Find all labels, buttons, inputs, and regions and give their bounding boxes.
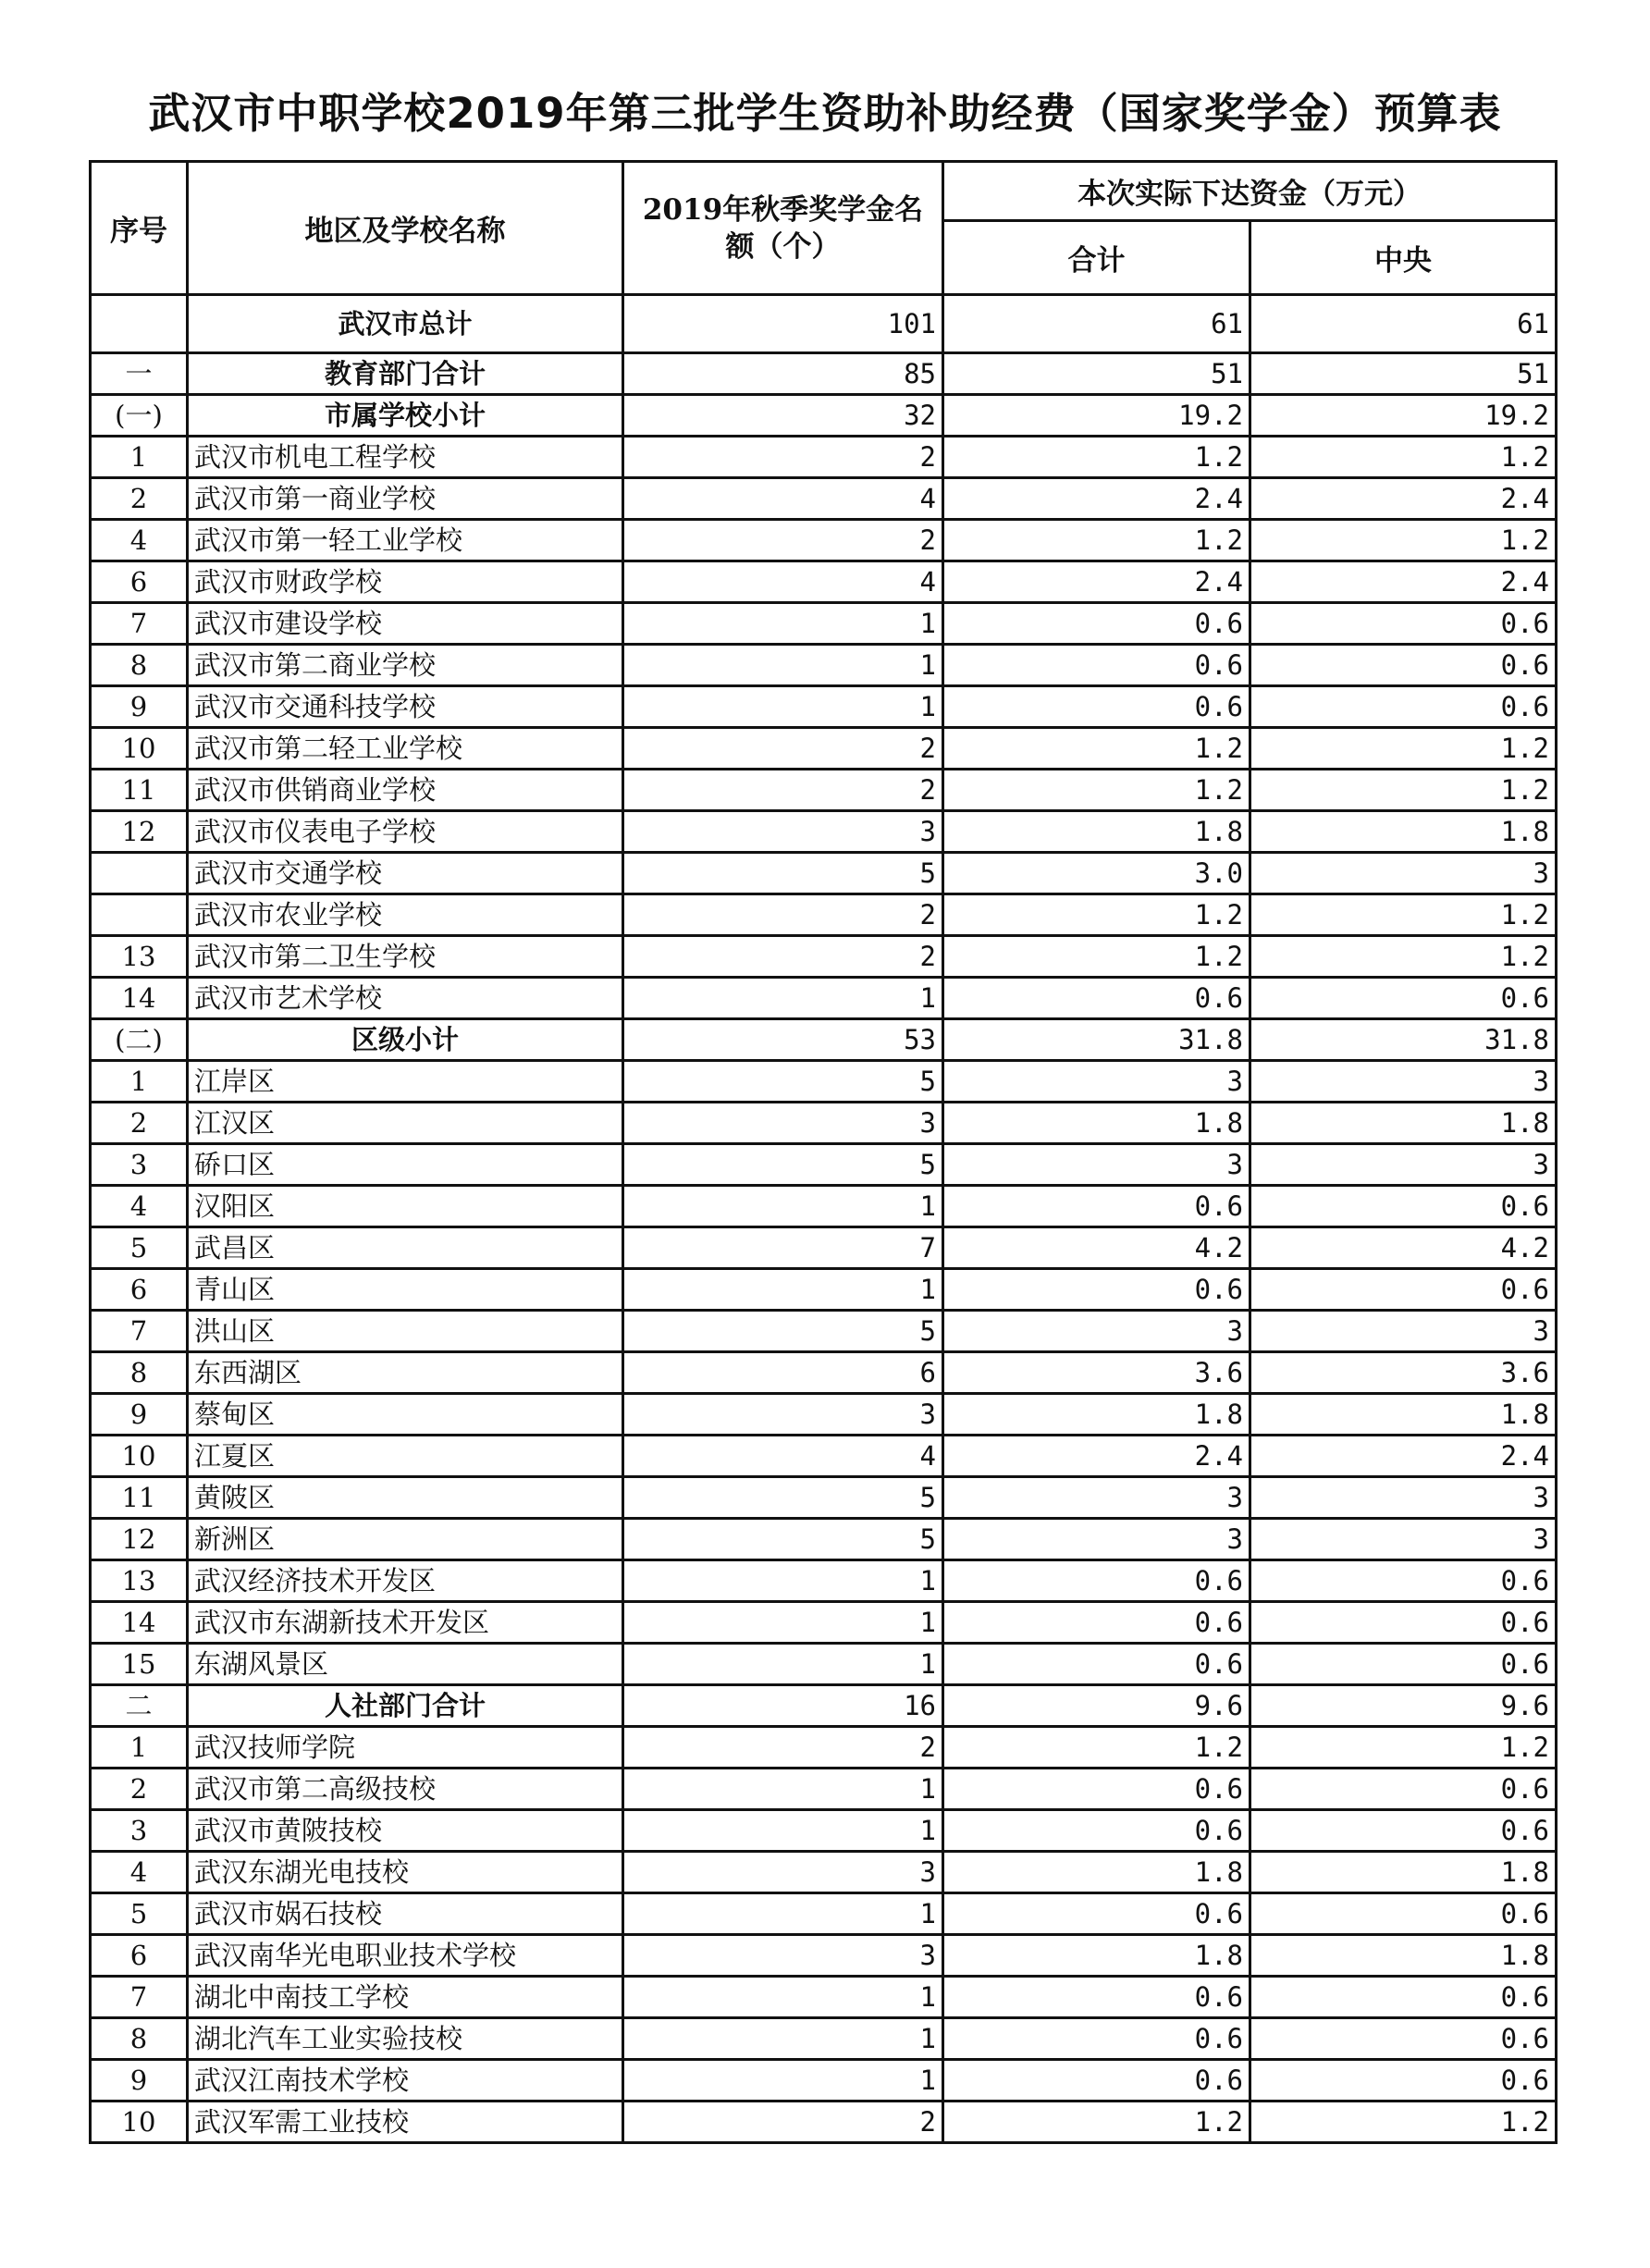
row-quota: 4 bbox=[623, 561, 943, 603]
row-seq: 一 bbox=[91, 353, 188, 395]
row-name: 武汉江南技术学校 bbox=[188, 2060, 623, 2102]
row-central: 0.6 bbox=[1250, 1977, 1557, 2018]
row-central: 1.2 bbox=[1250, 936, 1557, 978]
row-quota: 1 bbox=[623, 1977, 943, 2018]
row-quota: 3 bbox=[623, 811, 943, 853]
row-seq bbox=[91, 853, 188, 894]
row-total: 3.0 bbox=[943, 853, 1250, 894]
header-total: 合计 bbox=[943, 221, 1250, 295]
row-quota: 5 bbox=[623, 1311, 943, 1352]
row-quota: 7 bbox=[623, 1227, 943, 1269]
row-seq bbox=[91, 295, 188, 353]
row-quota: 1 bbox=[623, 1560, 943, 1602]
row-name: 新洲区 bbox=[188, 1519, 623, 1560]
row-total: 0.6 bbox=[943, 2060, 1250, 2102]
row-quota: 1 bbox=[623, 1893, 943, 1935]
row-total: 1.8 bbox=[943, 1103, 1250, 1144]
row-central: 1.8 bbox=[1250, 1852, 1557, 1893]
row-name: 武汉市财政学校 bbox=[188, 561, 623, 603]
table-row bbox=[91, 853, 1557, 894]
row-seq: 6 bbox=[91, 1269, 188, 1311]
row-total: 1.2 bbox=[943, 894, 1250, 936]
row-total: 0.6 bbox=[943, 1893, 1250, 1935]
row-quota: 2 bbox=[623, 437, 943, 478]
row-central: 1.8 bbox=[1250, 1394, 1557, 1436]
row-quota: 1 bbox=[623, 1769, 943, 1810]
row-total: 0.6 bbox=[943, 645, 1250, 686]
row-seq: 6 bbox=[91, 561, 188, 603]
row-name: 江岸区 bbox=[188, 1061, 623, 1103]
row-seq bbox=[91, 894, 188, 936]
row-seq: 15 bbox=[91, 1644, 188, 1685]
table-row bbox=[91, 1227, 1557, 1269]
table-row bbox=[91, 395, 1557, 437]
row-quota: 1 bbox=[623, 603, 943, 645]
row-central: 1.2 bbox=[1250, 728, 1557, 770]
table-row bbox=[91, 1810, 1557, 1852]
row-total: 1.2 bbox=[943, 728, 1250, 770]
row-total: 0.6 bbox=[943, 1186, 1250, 1227]
row-quota: 4 bbox=[623, 1436, 943, 1477]
row-seq: 12 bbox=[91, 1519, 188, 1560]
row-central: 1.8 bbox=[1250, 811, 1557, 853]
row-total: 0.6 bbox=[943, 1769, 1250, 1810]
row-quota: 5 bbox=[623, 1477, 943, 1519]
row-central: 0.6 bbox=[1250, 1644, 1557, 1685]
row-central: 51 bbox=[1250, 353, 1557, 395]
row-seq: 3 bbox=[91, 1810, 188, 1852]
row-name: 武汉军需工业技校 bbox=[188, 2102, 623, 2143]
table-row bbox=[91, 978, 1557, 1019]
row-name: 江汉区 bbox=[188, 1103, 623, 1144]
row-central: 31.8 bbox=[1250, 1019, 1557, 1061]
row-name: 武昌区 bbox=[188, 1227, 623, 1269]
row-name: 武汉市娲石技校 bbox=[188, 1893, 623, 1935]
row-central: 1.8 bbox=[1250, 1935, 1557, 1977]
table-row bbox=[91, 353, 1557, 395]
row-quota: 2 bbox=[623, 894, 943, 936]
row-central: 0.6 bbox=[1250, 1269, 1557, 1311]
row-quota: 2 bbox=[623, 520, 943, 561]
row-quota: 3 bbox=[623, 1935, 943, 1977]
row-seq: 8 bbox=[91, 1352, 188, 1394]
table-row bbox=[91, 1144, 1557, 1186]
table-row bbox=[91, 728, 1557, 770]
table-row bbox=[91, 478, 1557, 520]
row-total: 4.2 bbox=[943, 1227, 1250, 1269]
row-quota: 1 bbox=[623, 645, 943, 686]
table-row bbox=[91, 295, 1557, 353]
table-row bbox=[91, 1769, 1557, 1810]
row-quota: 2 bbox=[623, 936, 943, 978]
row-quota: 4 bbox=[623, 478, 943, 520]
row-seq: 13 bbox=[91, 1560, 188, 1602]
row-seq: 10 bbox=[91, 1436, 188, 1477]
row-name: 青山区 bbox=[188, 1269, 623, 1311]
row-name: 汉阳区 bbox=[188, 1186, 623, 1227]
table-row bbox=[91, 894, 1557, 936]
row-total: 1.8 bbox=[943, 811, 1250, 853]
row-seq: 14 bbox=[91, 1602, 188, 1644]
row-quota: 32 bbox=[623, 395, 943, 437]
row-name: 洪山区 bbox=[188, 1311, 623, 1352]
row-quota: 1 bbox=[623, 686, 943, 728]
row-name: 武汉市交通学校 bbox=[188, 853, 623, 894]
row-quota: 1 bbox=[623, 1644, 943, 1685]
row-name: 江夏区 bbox=[188, 1436, 623, 1477]
row-seq: 12 bbox=[91, 811, 188, 853]
row-total: 0.6 bbox=[943, 1560, 1250, 1602]
row-central: 3 bbox=[1250, 853, 1557, 894]
row-seq: 二 bbox=[91, 1685, 188, 1727]
row-seq: (一) bbox=[91, 395, 188, 437]
row-quota: 1 bbox=[623, 2060, 943, 2102]
row-central: 61 bbox=[1250, 295, 1557, 353]
row-central: 3 bbox=[1250, 1061, 1557, 1103]
table-row bbox=[91, 645, 1557, 686]
row-name: 武汉市仪表电子学校 bbox=[188, 811, 623, 853]
row-seq: 9 bbox=[91, 686, 188, 728]
row-central: 1.2 bbox=[1250, 1727, 1557, 1769]
header-quota: 2019年秋季奖学金名额（个） bbox=[623, 162, 943, 295]
row-total: 0.6 bbox=[943, 1977, 1250, 2018]
row-name: 硚口区 bbox=[188, 1144, 623, 1186]
table-row bbox=[91, 1352, 1557, 1394]
row-name: 武汉经济技术开发区 bbox=[188, 1560, 623, 1602]
header-funds: 本次实际下达资金（万元） bbox=[943, 162, 1557, 221]
row-total: 0.6 bbox=[943, 1810, 1250, 1852]
row-total: 61 bbox=[943, 295, 1250, 353]
row-central: 0.6 bbox=[1250, 978, 1557, 1019]
row-central: 1.2 bbox=[1250, 2102, 1557, 2143]
row-name: 教育部门合计 bbox=[188, 353, 623, 395]
row-seq: 7 bbox=[91, 1311, 188, 1352]
row-seq: 8 bbox=[91, 2018, 188, 2060]
row-seq: 2 bbox=[91, 478, 188, 520]
row-name: 武汉市交通科技学校 bbox=[188, 686, 623, 728]
row-name: 武汉市机电工程学校 bbox=[188, 437, 623, 478]
row-central: 0.6 bbox=[1250, 645, 1557, 686]
table-row bbox=[91, 936, 1557, 978]
row-seq: 8 bbox=[91, 645, 188, 686]
row-central: 3 bbox=[1250, 1311, 1557, 1352]
row-total: 1.8 bbox=[943, 1935, 1250, 1977]
row-central: 1.2 bbox=[1250, 520, 1557, 561]
row-name: 武汉南华光电职业技术学校 bbox=[188, 1935, 623, 1977]
row-total: 31.8 bbox=[943, 1019, 1250, 1061]
row-total: 0.6 bbox=[943, 1644, 1250, 1685]
row-name: 湖北汽车工业实验技校 bbox=[188, 2018, 623, 2060]
row-seq: 4 bbox=[91, 520, 188, 561]
header-name: 地区及学校名称 bbox=[188, 162, 623, 295]
row-total: 0.6 bbox=[943, 1269, 1250, 1311]
row-quota: 1 bbox=[623, 2018, 943, 2060]
row-central: 4.2 bbox=[1250, 1227, 1557, 1269]
row-name: 湖北中南技工学校 bbox=[188, 1977, 623, 2018]
row-central: 0.6 bbox=[1250, 1186, 1557, 1227]
row-central: 0.6 bbox=[1250, 2060, 1557, 2102]
table-row bbox=[91, 603, 1557, 645]
row-quota: 1 bbox=[623, 1269, 943, 1311]
row-seq: (二) bbox=[91, 1019, 188, 1061]
table-body bbox=[91, 295, 1557, 2143]
row-seq: 5 bbox=[91, 1227, 188, 1269]
row-name: 武汉市第二卫生学校 bbox=[188, 936, 623, 978]
row-central: 2.4 bbox=[1250, 561, 1557, 603]
row-total: 9.6 bbox=[943, 1685, 1250, 1727]
row-central: 2.4 bbox=[1250, 478, 1557, 520]
row-total: 19.2 bbox=[943, 395, 1250, 437]
row-name: 武汉东湖光电技校 bbox=[188, 1852, 623, 1893]
row-seq: 10 bbox=[91, 728, 188, 770]
row-central: 3.6 bbox=[1250, 1352, 1557, 1394]
row-seq: 9 bbox=[91, 2060, 188, 2102]
table-row bbox=[91, 1852, 1557, 1893]
row-seq: 14 bbox=[91, 978, 188, 1019]
row-quota: 3 bbox=[623, 1103, 943, 1144]
row-central: 1.2 bbox=[1250, 437, 1557, 478]
row-total: 1.8 bbox=[943, 1394, 1250, 1436]
row-central: 0.6 bbox=[1250, 1893, 1557, 1935]
row-total: 1.2 bbox=[943, 1727, 1250, 1769]
row-central: 0.6 bbox=[1250, 1560, 1557, 1602]
row-total: 1.2 bbox=[943, 770, 1250, 811]
row-total: 1.2 bbox=[943, 437, 1250, 478]
row-seq: 7 bbox=[91, 603, 188, 645]
row-seq: 5 bbox=[91, 1893, 188, 1935]
row-name: 武汉市东湖新技术开发区 bbox=[188, 1602, 623, 1644]
table-row bbox=[91, 2018, 1557, 2060]
table-row bbox=[91, 1893, 1557, 1935]
table-row bbox=[91, 811, 1557, 853]
table-row bbox=[91, 1519, 1557, 1560]
row-total: 0.6 bbox=[943, 686, 1250, 728]
table-row bbox=[91, 1560, 1557, 1602]
page-title: 武汉市中职学校2019年第三批学生资助补助经费（国家奖学金）预算表 bbox=[148, 89, 1502, 138]
row-quota: 3 bbox=[623, 1394, 943, 1436]
row-central: 0.6 bbox=[1250, 2018, 1557, 2060]
row-name: 黄陂区 bbox=[188, 1477, 623, 1519]
row-total: 1.2 bbox=[943, 2102, 1250, 2143]
row-name: 人社部门合计 bbox=[188, 1685, 623, 1727]
row-total: 3 bbox=[943, 1519, 1250, 1560]
row-total: 0.6 bbox=[943, 2018, 1250, 2060]
header-seq: 序号 bbox=[91, 162, 188, 295]
table-row bbox=[91, 561, 1557, 603]
table-row bbox=[91, 2102, 1557, 2143]
row-name: 武汉市建设学校 bbox=[188, 603, 623, 645]
row-quota: 101 bbox=[623, 295, 943, 353]
row-central: 0.6 bbox=[1250, 1769, 1557, 1810]
row-name: 武汉市艺术学校 bbox=[188, 978, 623, 1019]
row-quota: 3 bbox=[623, 1852, 943, 1893]
row-quota: 16 bbox=[623, 1685, 943, 1727]
table-row bbox=[91, 2060, 1557, 2102]
row-seq: 1 bbox=[91, 1061, 188, 1103]
table-row bbox=[91, 1103, 1557, 1144]
row-total: 2.4 bbox=[943, 1436, 1250, 1477]
row-quota: 5 bbox=[623, 853, 943, 894]
row-quota: 6 bbox=[623, 1352, 943, 1394]
row-central: 3 bbox=[1250, 1477, 1557, 1519]
row-total: 3.6 bbox=[943, 1352, 1250, 1394]
row-name: 武汉市黄陂技校 bbox=[188, 1810, 623, 1852]
row-total: 2.4 bbox=[943, 561, 1250, 603]
table-row bbox=[91, 1061, 1557, 1103]
header-central: 中央 bbox=[1250, 221, 1557, 295]
row-total: 3 bbox=[943, 1061, 1250, 1103]
table-row bbox=[91, 1436, 1557, 1477]
row-name: 东湖风景区 bbox=[188, 1644, 623, 1685]
row-quota: 5 bbox=[623, 1061, 943, 1103]
table-row bbox=[91, 1394, 1557, 1436]
row-central: 1.8 bbox=[1250, 1103, 1557, 1144]
budget-table bbox=[89, 160, 1558, 2144]
table-row bbox=[91, 770, 1557, 811]
row-central: 3 bbox=[1250, 1519, 1557, 1560]
row-total: 3 bbox=[943, 1144, 1250, 1186]
row-seq: 11 bbox=[91, 770, 188, 811]
row-name: 武汉市农业学校 bbox=[188, 894, 623, 936]
table-row bbox=[91, 1602, 1557, 1644]
table-row bbox=[91, 1311, 1557, 1352]
row-seq: 6 bbox=[91, 1935, 188, 1977]
row-seq: 11 bbox=[91, 1477, 188, 1519]
row-quota: 2 bbox=[623, 728, 943, 770]
row-central: 1.2 bbox=[1250, 894, 1557, 936]
row-central: 19.2 bbox=[1250, 395, 1557, 437]
row-central: 0.6 bbox=[1250, 1810, 1557, 1852]
row-quota: 1 bbox=[623, 978, 943, 1019]
row-quota: 1 bbox=[623, 1186, 943, 1227]
row-name: 武汉市第二高级技校 bbox=[188, 1769, 623, 1810]
row-name: 武汉市第二轻工业学校 bbox=[188, 728, 623, 770]
row-name: 区级小计 bbox=[188, 1019, 623, 1061]
row-seq: 2 bbox=[91, 1103, 188, 1144]
row-seq: 2 bbox=[91, 1769, 188, 1810]
table-row bbox=[91, 1477, 1557, 1519]
row-name: 武汉市第一商业学校 bbox=[188, 478, 623, 520]
row-name: 蔡甸区 bbox=[188, 1394, 623, 1436]
row-total: 1.2 bbox=[943, 936, 1250, 978]
row-name: 武汉市供销商业学校 bbox=[188, 770, 623, 811]
row-central: 0.6 bbox=[1250, 603, 1557, 645]
row-seq: 7 bbox=[91, 1977, 188, 2018]
row-quota: 85 bbox=[623, 353, 943, 395]
table-row bbox=[91, 1019, 1557, 1061]
row-central: 3 bbox=[1250, 1144, 1557, 1186]
row-total: 1.8 bbox=[943, 1852, 1250, 1893]
row-quota: 2 bbox=[623, 2102, 943, 2143]
row-seq: 10 bbox=[91, 2102, 188, 2143]
table-row bbox=[91, 1727, 1557, 1769]
row-central: 0.6 bbox=[1250, 1602, 1557, 1644]
row-seq: 4 bbox=[91, 1186, 188, 1227]
row-seq: 1 bbox=[91, 1727, 188, 1769]
row-name: 武汉市第一轻工业学校 bbox=[188, 520, 623, 561]
row-total: 1.2 bbox=[943, 520, 1250, 561]
row-seq: 13 bbox=[91, 936, 188, 978]
table-row bbox=[91, 686, 1557, 728]
row-central: 9.6 bbox=[1250, 1685, 1557, 1727]
row-total: 0.6 bbox=[943, 1602, 1250, 1644]
row-seq: 9 bbox=[91, 1394, 188, 1436]
row-name: 武汉市第二商业学校 bbox=[188, 645, 623, 686]
row-total: 0.6 bbox=[943, 603, 1250, 645]
row-central: 1.2 bbox=[1250, 770, 1557, 811]
table-row bbox=[91, 1186, 1557, 1227]
row-name: 武汉市总计 bbox=[188, 295, 623, 353]
row-total: 2.4 bbox=[943, 478, 1250, 520]
row-seq: 1 bbox=[91, 437, 188, 478]
row-total: 3 bbox=[943, 1477, 1250, 1519]
row-quota: 53 bbox=[623, 1019, 943, 1061]
row-seq: 3 bbox=[91, 1144, 188, 1186]
row-central: 2.4 bbox=[1250, 1436, 1557, 1477]
table-row bbox=[91, 1269, 1557, 1311]
row-quota: 1 bbox=[623, 1602, 943, 1644]
row-total: 3 bbox=[943, 1311, 1250, 1352]
table-row bbox=[91, 437, 1557, 478]
row-central: 0.6 bbox=[1250, 686, 1557, 728]
row-name: 武汉技师学院 bbox=[188, 1727, 623, 1769]
table-row bbox=[91, 520, 1557, 561]
row-seq: 4 bbox=[91, 1852, 188, 1893]
row-quota: 2 bbox=[623, 1727, 943, 1769]
row-quota: 2 bbox=[623, 770, 943, 811]
row-quota: 5 bbox=[623, 1144, 943, 1186]
row-quota: 1 bbox=[623, 1810, 943, 1852]
row-total: 51 bbox=[943, 353, 1250, 395]
row-quota: 5 bbox=[623, 1519, 943, 1560]
table-row bbox=[91, 1935, 1557, 1977]
row-name: 东西湖区 bbox=[188, 1352, 623, 1394]
row-name: 市属学校小计 bbox=[188, 395, 623, 437]
table-row bbox=[91, 1977, 1557, 2018]
table-row bbox=[91, 1685, 1557, 1727]
row-total: 0.6 bbox=[943, 978, 1250, 1019]
table-row bbox=[91, 1644, 1557, 1685]
